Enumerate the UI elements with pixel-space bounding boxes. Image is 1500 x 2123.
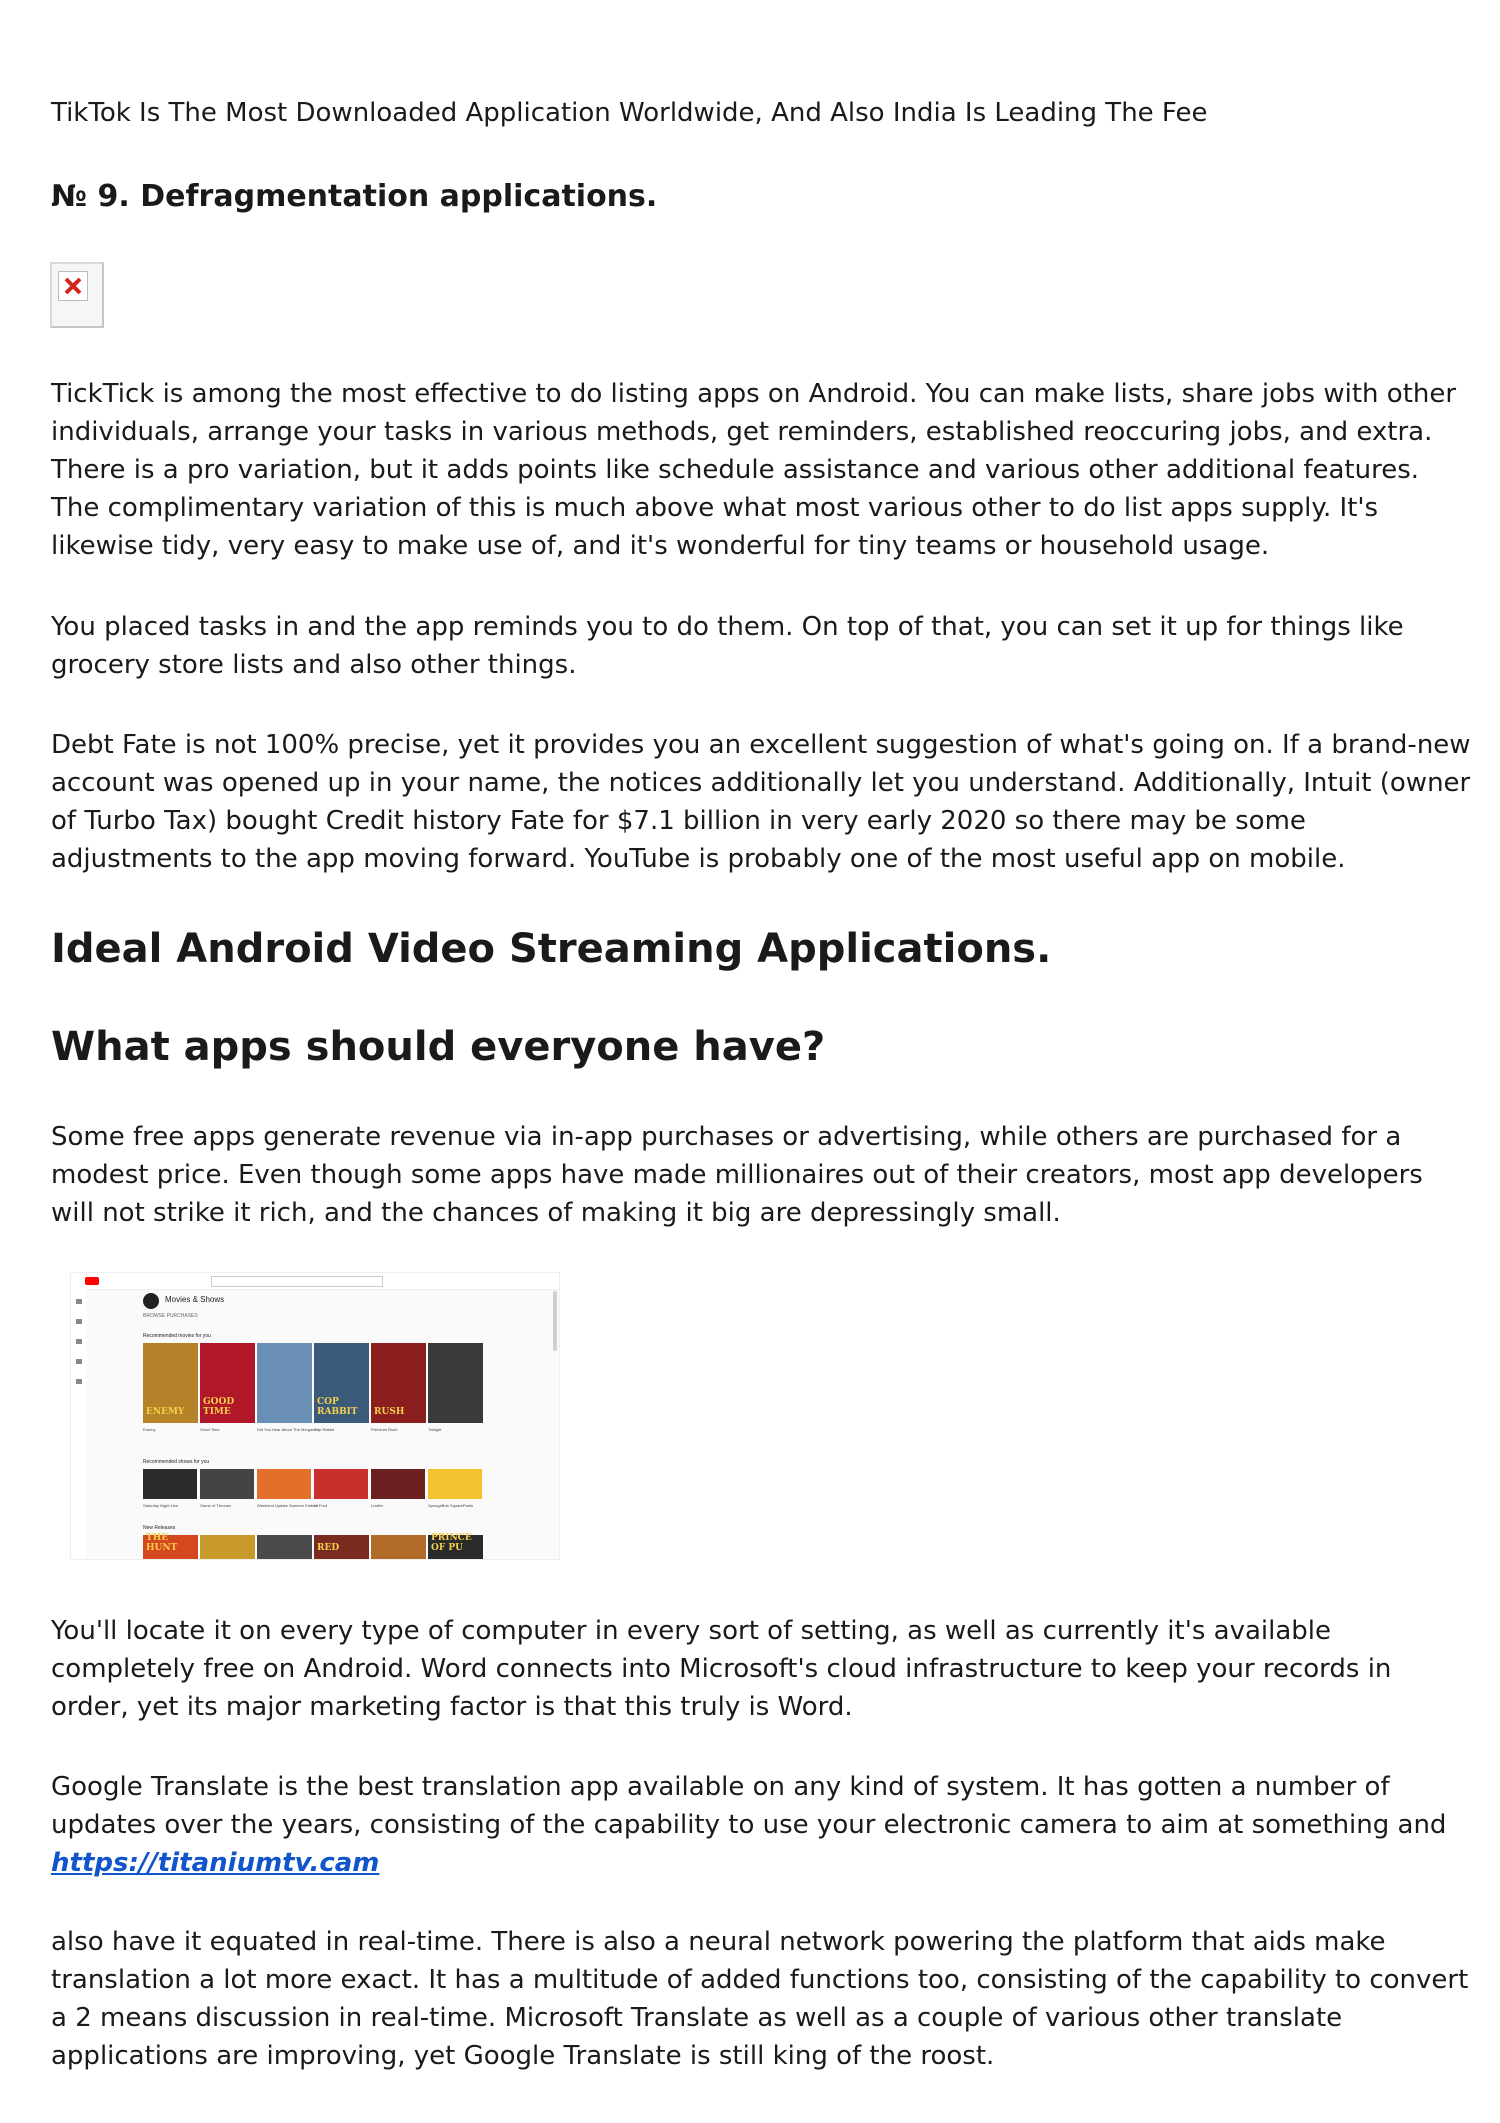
new-release-poster [257, 1535, 312, 1560]
screenshot-topbar [71, 1273, 559, 1290]
movie-caption: Premium Rush [371, 1427, 398, 1432]
show-thumbnail [371, 1469, 425, 1499]
screenshot-sidebar [71, 1289, 87, 1560]
show-thumbnail [257, 1469, 311, 1499]
youtube-logo-icon [85, 1277, 99, 1285]
heading-question: What apps should everyone have? [51, 1024, 826, 1070]
movie-caption: Cop Rabbit [314, 1427, 335, 1432]
paragraph-translate-intro: Google Translate is the best translation app available on any kind of system. It has gotten a number of updates over the years, consisting of the capability to use your electronic camera to aim at something and [51, 1772, 1447, 1840]
movie-poster [428, 1343, 483, 1423]
heading-streaming: Ideal Android Video Streaming Applications. [51, 926, 1052, 972]
show-caption: Saturday Night Live [143, 1503, 178, 1508]
channel-tabs: BROWSE PURCHASES [143, 1313, 198, 1319]
poster-title-text: COP RABBIT [317, 1397, 358, 1417]
poster-title-text: PRINCE OF PU [431, 1533, 472, 1553]
show-caption: Lucifer [371, 1503, 384, 1508]
new-release-poster [371, 1535, 426, 1560]
show-caption: Game of Thrones [200, 1503, 232, 1508]
paragraph-ticktick: TickTick is among the most effective to do listing apps on Android. You can make lists, share jobs with other individuals, arrange your tasks in various methods, get reminders, established reoccuring jobs, and extra. There is a pro variation, but it adds points like schedule assistance and various other additional features. The complimentary variation of this is much above what most various other to do list apps supply. It's likewise tidy, very easy to make use of, and it's wonderful for tiny teams or household usage. [51, 379, 1457, 561]
paragraph-word: You'll locate it on every type of computer in every sort of setting, as well as currently it's available completely free on Android. Word connects into Microsoft's cloud infrastructure to keep your records in order, yet its major marketing factor is that this truly is Word. [51, 1616, 1392, 1722]
movie-caption: Good Time [200, 1427, 220, 1432]
titaniumtv-link[interactable]: https://titaniumtv.cam [51, 1848, 380, 1878]
movie-poster [200, 1343, 255, 1423]
show-caption: SpongeBob SquarePants [428, 1503, 474, 1508]
section-heading-defragmentation: № 9. Defragmentation applications. [51, 179, 658, 214]
movie-caption: Twilight [428, 1427, 442, 1432]
show-caption: Hi Fred [314, 1503, 328, 1508]
poster-title-text: ENEMY [146, 1407, 185, 1417]
movie-poster [143, 1343, 198, 1423]
paragraph-tasks: You placed tasks in and the app reminds you to do them. On top of that, you can set it up for things like grocery store lists and also other things. [51, 612, 1404, 680]
channel-title: Movies & Shows [165, 1295, 225, 1304]
screenshot-scrollbar [553, 1291, 557, 1351]
movie-poster [314, 1343, 369, 1423]
movie-poster [257, 1343, 312, 1423]
section-recommended-movies: Recommended movies for you [143, 1333, 211, 1339]
new-release-poster [143, 1535, 198, 1560]
show-thumbnail [143, 1469, 197, 1499]
paragraph-credit-fate: Debt Fate is not 100% precise, yet it provides you an excellent suggestion of what's going on. If a brand-new account was opened up in your name, the notices additionally let you understand. Additionally, Intuit (owner of Turbo Tax) bought Credit history Fate for $7.1 billion in very early 2020 so there may be some adjustments to the app moving forward. YouTube is probably one of the most useful app on mobile. [51, 730, 1471, 874]
channel-avatar [143, 1293, 159, 1309]
youtube-screenshot-image [70, 1272, 560, 1560]
screenshot-search-box [211, 1276, 383, 1287]
poster-title-text: THE HUNT [146, 1533, 178, 1553]
movie-caption: Enemy [143, 1427, 156, 1432]
show-thumbnail [200, 1469, 254, 1499]
poster-title-text: RED [317, 1543, 340, 1553]
new-release-poster [200, 1535, 255, 1560]
movie-poster [371, 1343, 426, 1423]
show-thumbnail [428, 1469, 482, 1499]
poster-title-text: GOOD TIME [203, 1397, 235, 1417]
poster-title-text: RUSH [374, 1407, 405, 1417]
intro-line: TikTok Is The Most Downloaded Application Worldwide, And Also India Is Leading The Fee [51, 98, 1208, 128]
new-release-poster [314, 1535, 369, 1560]
show-thumbnail [314, 1469, 368, 1499]
section-recommended-shows: Recommended shows for you [143, 1459, 210, 1465]
movie-caption: Did You Hear About The Morgans? [257, 1427, 319, 1432]
paragraph-revenue: Some free apps generate revenue via in-app purchases or advertising, while others are purchased for a modest price. Even though some apps have made millionaires out of their creators, most app developers will not strike it rich, and the chances of making it big are depressingly small. [51, 1122, 1423, 1228]
new-release-poster [428, 1535, 483, 1560]
show-caption: Weekend Update Summer Edition [257, 1503, 318, 1508]
broken-image-icon [50, 262, 104, 328]
paragraph-translate-details: also have it equated in real-time. There is also a neural network powering the platform that aids make translation a lot more exact. It has a multitude of added functions too, consisting of the capability to convert a 2 means discussion in real-time. Microsoft Translate as well as a couple of various other translate applications are improving, yet Google Translate is still king of the roost. [51, 1927, 1469, 2071]
section-new-releases: New Releases [143, 1525, 176, 1531]
